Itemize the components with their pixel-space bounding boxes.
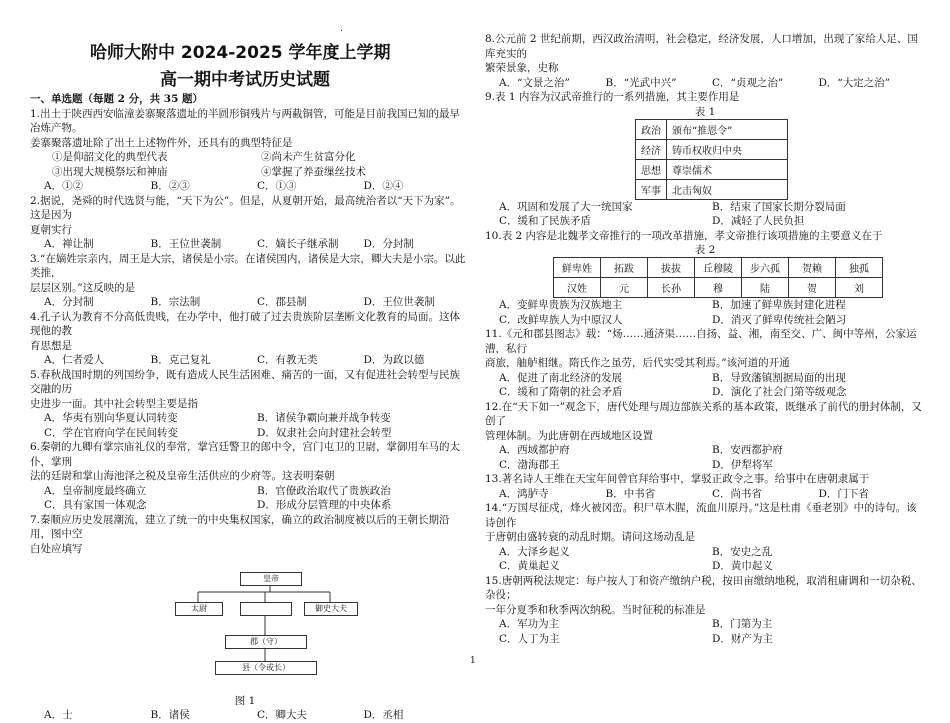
q12-option-b: B．安西都护府 [712, 444, 783, 456]
q15-option-b: B．门第为主 [712, 618, 773, 630]
q13-options [485, 487, 925, 502]
table2-row-xianbei [554, 258, 883, 278]
q1-stem-2: 姜寨聚落遗址除了出土上述物件外，还具有的典型特征是 [30, 136, 293, 149]
q4-stem-1: 4.孔子认为教育不分高低贵贱，在办学中，他打破了过去贵族阶层垄断文化教育的局面。这体现他的教 [30, 310, 461, 337]
question-4 [30, 310, 470, 368]
q1-option-c: C．①③ [257, 180, 297, 192]
right-column [485, 32, 925, 646]
q2-stem-2: 夏朝实行 [30, 223, 72, 236]
q6-option-a: A．皇帝制度最终确立 [44, 484, 147, 497]
table2-cell: 鲜卑姓 [554, 258, 601, 278]
q10-option-d: D．消灭了鲜卑传统社会陋习 [712, 313, 847, 326]
q5-option-b: B．诸侯争霸向兼并战争转变 [257, 412, 391, 424]
q8-option-d: D．“大定之治” [818, 76, 891, 89]
q5-stem-1: 5.春秋战国时期的列国纷争，既有造成人民生活困难、痛苦的一面，又有促进社会转型与民族交融的历 [30, 368, 461, 395]
q10-stem: 10.表 2 内容是北魏孝文帝推行的一项改革措施，孝文帝推行该项措施的主要意义在于 [485, 229, 883, 242]
diagram-box-taiwei: 太尉 [175, 602, 223, 616]
q12-option-d: D．伊犁将军 [712, 458, 773, 471]
q11-stem-1: 11.《元和郡县图志》载：“炀……通济渠……自扬、益、湘，南至交、广、闽中等州，公家运漕，私行 [485, 328, 917, 355]
q6-options-2 [30, 498, 470, 513]
q6-option-d: D．形成分层管理的中央体系 [257, 499, 392, 511]
diagram-box-commandery: 郡（守） [225, 635, 307, 649]
question-7 [30, 513, 470, 723]
question-11 [485, 327, 925, 400]
q6-options-1 [30, 484, 470, 499]
q9-options-2 [485, 214, 925, 229]
table2-cell: 汉姓 [554, 278, 601, 298]
q1-statements-1 [30, 150, 470, 165]
question-5 [30, 368, 470, 441]
question-13 [485, 472, 925, 501]
q4-option-d: D．为政以德 [363, 354, 425, 366]
table2-cell: 步六孤 [742, 258, 789, 278]
q15-option-c: C．人丁为主 [499, 632, 560, 645]
question-6 [30, 440, 470, 513]
q15-stem-1: 15.唐朝两税法规定：每户按人丁和资产缴纳户税，按田亩缴纳地税，取消租庸调和一切杂税、杂役； [485, 574, 922, 601]
table-1 [635, 119, 788, 200]
table1-caption: 表 1 [694, 105, 716, 118]
table1-measure-cell: 尊崇儒术 [667, 159, 788, 179]
q13-option-d: D．门下省 [818, 487, 869, 500]
q3-option-b: B．宗法制 [150, 296, 201, 308]
q9-option-b: B．结束了国家长期分裂局面 [712, 200, 846, 213]
question-15 [485, 574, 925, 647]
q2-option-c: C．嫡长子继承制 [257, 238, 339, 250]
q11-option-a: A．促进了南北经济的发展 [499, 371, 623, 384]
q5-options-1 [30, 411, 470, 426]
q12-options-1 [485, 443, 925, 458]
q8-stem-2: 繁荣景象，史称 [485, 62, 559, 74]
q14-options-2 [485, 559, 925, 574]
table1-measure-cell: 颁布“推恩令” [667, 119, 788, 139]
table2-caption: 表 2 [694, 244, 716, 256]
q13-option-c: C．尚书省 [712, 487, 763, 500]
q4-stem-2: 育思想是 [30, 339, 72, 352]
q10-options-2 [485, 313, 925, 328]
q15-options-2 [485, 632, 925, 647]
q12-options-2 [485, 458, 925, 473]
table2-cell: 独孤 [836, 258, 883, 278]
table2-cell: 陆 [742, 278, 789, 298]
question-10 [485, 229, 925, 328]
table1-measure-cell: 铸币权收归中央 [667, 139, 788, 159]
table1-category-cell: 思想 [636, 159, 667, 179]
q6-option-c: C．具有家国一体观念 [44, 499, 147, 511]
table1-category-cell: 军事 [636, 179, 667, 199]
table-2 [553, 257, 883, 298]
table2-cell: 刘 [836, 278, 883, 298]
q10-options-1 [485, 298, 925, 313]
diagram-box-yushidafu: 御史大夫 [304, 602, 358, 616]
q7-option-b: B．诸侯 [150, 709, 190, 721]
q11-option-d: D．演化了社会门第等级观念 [712, 386, 847, 398]
q6-stem-2: 法的廷尉和掌山海池泽之税及皇帝生活供应的少府等。这表明秦朝 [30, 470, 335, 482]
q3-option-d: D．王位世袭制 [363, 296, 435, 308]
q8-option-b: B．“光武中兴” [605, 76, 677, 89]
q9-option-c: C．缓和了民族矛盾 [499, 215, 592, 227]
question-8 [485, 32, 925, 90]
q15-option-d: D．财产为主 [712, 632, 773, 645]
q9-stem: 9.表 1 内容为汉武帝推行的一系列措施，其主要作用是 [485, 91, 740, 103]
q1-options [30, 179, 470, 194]
table1-row [636, 139, 788, 159]
q2-stem-1: 2.据说，尧舜的时代选贤与能，“天下为公”。但是，从夏朝开始，最高统治者以“天下为家”。这是因为 [30, 194, 461, 221]
q3-stem-1: 3.“在嫡姓宗亲内，周王是大宗，诸侯是小宗。在诸侯国内，诸侯是大宗，卿大夫是小宗。以此类推， [30, 252, 466, 279]
q12-stem-2: 管理体制。为此唐朝在西域地区设置 [485, 429, 653, 442]
q9-options-1 [485, 200, 925, 215]
table2-cell: 穆 [695, 278, 742, 298]
q15-option-a: A．军功为主 [499, 618, 560, 630]
q12-option-a: A．西域都护府 [499, 444, 570, 456]
q2-option-a: A．禅让制 [44, 238, 94, 250]
table1-row [636, 179, 788, 199]
q2-options [30, 237, 470, 252]
q6-option-b: B．官僚政治取代了贵族政治 [257, 484, 391, 497]
q7-option-a: A．士 [44, 709, 73, 721]
exam-title-line1: 哈师大附中 2024-2025 学年度上学期 [90, 43, 391, 63]
q7-figure-caption: 图 1 [234, 695, 256, 707]
table2-cell: 长孙 [648, 278, 695, 298]
q10-option-c: C．改鲜卑族人为中原汉人 [499, 313, 623, 326]
q4-option-a: A．仁者爱人 [44, 354, 105, 366]
q13-option-b: B．中书省 [605, 487, 656, 500]
q9-option-d: D．减轻了人民负担 [712, 215, 805, 227]
q7-option-c: C．卿大夫 [257, 709, 308, 721]
table2-cell: 贺赖 [789, 258, 836, 278]
q1-option-b: B．②③ [150, 180, 190, 192]
q10-option-b: B．加速了鲜卑族封建化进程 [712, 299, 846, 311]
table1-category-cell: 经济 [636, 139, 667, 159]
q1-statements-2 [30, 165, 470, 180]
top-dot: . [340, 24, 343, 34]
q11-options-2 [485, 385, 925, 400]
q8-option-a: A．“文景之治” [499, 76, 570, 89]
q11-option-b: B．导致藩镇割据局面的出现 [712, 371, 846, 384]
table2-row-han [554, 278, 883, 298]
table1-row [636, 119, 788, 139]
table2-cell: 丘穆陵 [695, 258, 742, 278]
q1-statement-1: ①是仰韶文化的典型代表 [52, 151, 168, 163]
q8-stem-1: 8.公元前 2 世纪前期，西汉政治清明，社会稳定，经济发展，人口增加，出现了家给人足、国库充实的 [485, 33, 918, 60]
q1-option-a: A．①② [44, 180, 84, 192]
q5-option-a: A．华夷有别向华夏认同转变 [44, 412, 178, 424]
q1-stem-1: 1.出土于陕西西安临潼姜寨聚落遗址的半圆形铜残片与两截铜管，可能是目前我国已知的最早冶炼产物。 [30, 107, 461, 134]
q11-option-c: C．缓和了隋朝的社会矛盾 [499, 386, 623, 398]
q14-stem-1: 14.“万国尽征戍，烽火被冈峦。积尸草木腥，流血川原丹。”这是杜甫《垂老别》中的诗句。该诗创作 [485, 502, 917, 529]
question-1 [30, 107, 470, 194]
q14-stem-2: 于唐朝由盛转衰的动乱时期。请问这场动乱是 [485, 531, 695, 543]
q6-stem-1: 6.秦朝的九卿有掌宗庙礼仪的奉常，掌宫廷警卫的郎中令，宫门屯卫的卫尉，掌御用车马的太仆，掌刑 [30, 441, 461, 468]
q3-stem-2: 层层区别。”这反映的是 [30, 281, 136, 294]
question-12 [485, 400, 925, 473]
table2-cell: 拔拔 [648, 258, 695, 278]
q13-option-a: A．鸿胪寺 [499, 487, 549, 500]
table2-cell: 拓跋 [601, 258, 648, 278]
question-3 [30, 252, 470, 310]
q5-option-c: C．学在官府向学在民间转变 [44, 426, 179, 439]
exam-title-line2: 高一期中考试历史试题 [160, 70, 330, 90]
table1-row [636, 159, 788, 179]
q7-stem-2: 白处应填写 [30, 542, 83, 555]
q3-option-a: A．分封制 [44, 296, 94, 308]
left-column [30, 92, 470, 723]
q11-options-1 [485, 371, 925, 386]
q2-option-d: D．分封制 [363, 238, 414, 250]
q14-option-d: D．黄巾起义 [712, 560, 773, 572]
question-9 [485, 90, 925, 229]
q14-options-1 [485, 545, 925, 560]
diagram-box-county: 县（令或长） [215, 661, 317, 675]
q3-options [30, 295, 470, 310]
diagram-box-blank [240, 602, 292, 616]
q7-option-d: D．丞相 [363, 709, 404, 721]
q7-options [30, 708, 470, 723]
q1-statement-2: ②尚未产生贫富分化 [261, 151, 356, 163]
question-2 [30, 194, 470, 252]
q8-option-c: C．“贞观之治” [712, 76, 784, 89]
government-structure-diagram [170, 570, 470, 688]
q12-stem-1: 12.在“天下如一”观念下，唐代处理与周边部族关系的基本政策，既继承了前代的册封体制，又创了 [485, 400, 922, 427]
question-14 [485, 501, 925, 574]
q13-stem: 13.著名诗人王维在天宝年间曾官拜给事中，掌驳正政令之事。给事中在唐朝隶属于 [485, 473, 870, 485]
q14-option-b: B．安史之乱 [712, 545, 773, 558]
q7-stem-1: 7.秦顺应历史发展潮流，建立了统一的中央集权国家，确立的政治制度被以后的王朝长期沿用，图中空 [30, 513, 450, 540]
q4-option-c: C．有教无类 [257, 354, 318, 366]
q1-statement-3: ③出现大规模祭坛和神庙 [52, 165, 168, 178]
q4-option-b: B．克己复礼 [150, 354, 211, 366]
q4-options [30, 353, 470, 368]
diagram-box-emperor: 皇帝 [240, 572, 302, 586]
q1-statement-4: ④掌握了养蚕缫丝技术 [261, 165, 366, 178]
table2-cell: 元 [601, 278, 648, 298]
section-heading: 一、单选题（每题 2 分，共 35 题） [30, 93, 204, 105]
q10-option-a: A．变鲜卑贵族为汉族地主 [499, 299, 623, 311]
q12-option-c: C．渤海郡王 [499, 458, 560, 471]
q8-options [485, 76, 925, 91]
q14-option-a: A．大泽乡起义 [499, 545, 570, 558]
table2-cell: 贺 [789, 278, 836, 298]
q9-option-a: A．巩固和发展了大一统国家 [499, 200, 633, 213]
q5-options-2 [30, 426, 470, 441]
q15-options-1 [485, 617, 925, 632]
q3-option-c: C．郡县制 [257, 296, 308, 308]
q5-stem-2: 史进步一面。其中社会转型主要是指 [30, 397, 198, 410]
q5-option-d: D．奴隶社会向封建社会转型 [257, 426, 392, 439]
q1-option-d: D．②④ [363, 180, 404, 192]
q14-option-c: C．黄巢起义 [499, 560, 560, 572]
q11-stem-2: 商旅，舳舻相继。隋氏作之虽劳，后代实受其利焉。”该河道的开通 [485, 357, 790, 369]
q15-stem-2: 一年分夏季和秋季两次纳税。当时征税的标准是 [485, 603, 706, 616]
page-number: 1 [470, 656, 476, 666]
q2-option-b: B．王位世袭制 [150, 238, 222, 250]
table1-category-cell: 政治 [636, 119, 667, 139]
table1-measure-cell: 北击匈奴 [667, 179, 788, 199]
